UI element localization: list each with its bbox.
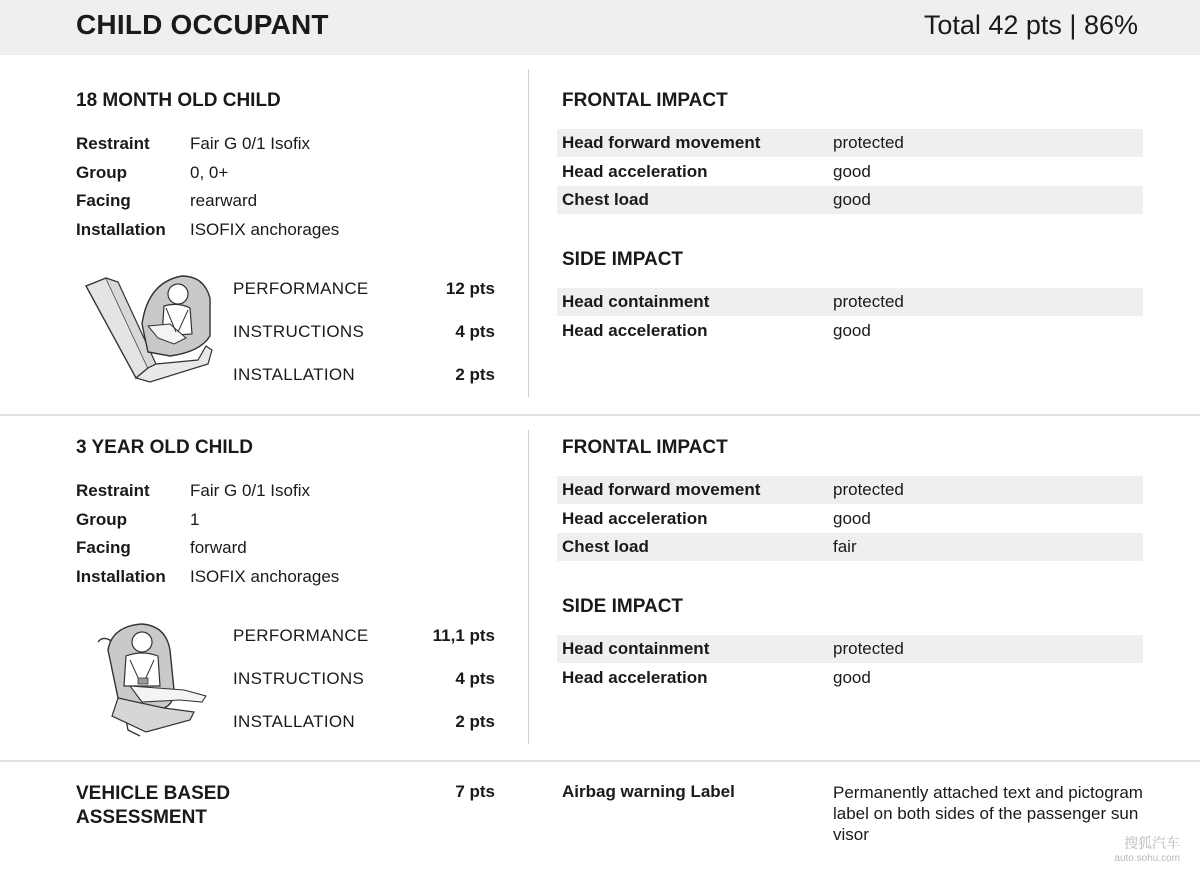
rearward-child-seat-icon	[78, 272, 218, 386]
child1-group-label: Group	[76, 163, 127, 182]
table-row	[557, 288, 1143, 316]
child1-installation-pts: 2 pts	[455, 365, 495, 384]
child1-restraint-label: Restraint	[76, 134, 150, 153]
impact-label: Head containment	[562, 292, 710, 311]
child2-installation-value: ISOFIX anchorages	[190, 567, 340, 586]
child2-facing-value: forward	[190, 538, 247, 557]
child1-side-title: SIDE IMPACT	[562, 249, 684, 270]
child1-restraint-value: Fair G 0/1 Isofix	[190, 134, 310, 153]
child2-group-label: Group	[76, 510, 127, 529]
table-row	[557, 158, 1143, 186]
watermark-main: 搜狐汽车	[1124, 836, 1180, 852]
child2-facing-label: Facing	[76, 538, 131, 557]
impact-value: protected	[833, 292, 904, 311]
impact-value: good	[833, 162, 871, 181]
impact-label: Head acceleration	[562, 509, 708, 528]
impact-value: good	[833, 190, 871, 209]
child2-instructions-label: INSTRUCTIONS	[233, 669, 365, 688]
impact-value: good	[833, 321, 871, 340]
impact-label: Head acceleration	[562, 321, 708, 340]
child2-instructions-pts: 4 pts	[455, 669, 495, 688]
child2-frontal-title: FRONTAL IMPACT	[562, 437, 728, 458]
impact-value: protected	[833, 480, 904, 499]
watermark-sub: auto.sohu.com	[1114, 853, 1180, 864]
impact-label: Head forward movement	[562, 480, 761, 499]
header-bar	[0, 0, 1200, 55]
table-row	[557, 533, 1143, 561]
child2-performance-label: PERFORMANCE	[233, 626, 369, 645]
child1-installation-label: Installation	[76, 220, 166, 239]
section-divider	[0, 760, 1200, 762]
impact-value: good	[833, 668, 871, 687]
impact-value: fair	[833, 537, 857, 556]
table-row	[557, 317, 1143, 345]
vehicle-assessment-pts: 7 pts	[455, 782, 495, 801]
child1-frontal-title: FRONTAL IMPACT	[562, 90, 728, 111]
child1-instructions-pts: 4 pts	[455, 322, 495, 341]
impact-label: Chest load	[562, 537, 649, 556]
column-divider	[528, 430, 529, 744]
child1-instructions-label: INSTRUCTIONS	[233, 322, 365, 341]
column-divider	[528, 69, 529, 397]
child1-installation-value: ISOFIX anchorages	[190, 220, 340, 239]
airbag-warning-label: Airbag warning Label	[562, 782, 735, 801]
child2-side-title: SIDE IMPACT	[562, 596, 684, 617]
vehicle-assessment-title-line1: VEHICLE BASED	[76, 783, 231, 804]
impact-label: Head containment	[562, 639, 710, 658]
child1-installation-score-label: INSTALLATION	[233, 365, 355, 384]
child1-performance-label: PERFORMANCE	[233, 279, 369, 298]
impact-label: Head acceleration	[562, 162, 708, 181]
section-divider	[0, 414, 1200, 416]
impact-label: Head acceleration	[562, 668, 708, 687]
watermark	[1114, 833, 1180, 864]
child2-performance-pts: 11,1 pts	[432, 626, 495, 645]
impact-value: protected	[833, 639, 904, 658]
total-score: Total 42 pts | 86%	[923, 10, 1138, 40]
child2-restraint-value: Fair G 0/1 Isofix	[190, 481, 310, 500]
child1-group-value: 0, 0+	[190, 163, 229, 182]
impact-value: good	[833, 509, 871, 528]
vehicle-assessment-title	[76, 782, 230, 830]
child1-facing-label: Facing	[76, 191, 131, 210]
child2-restraint-label: Restraint	[76, 481, 150, 500]
child1-facing-value: rearward	[190, 191, 258, 210]
airbag-warning-description: Permanently attached text and pictogram label on both sides of the passenger sun visor	[833, 783, 1143, 844]
child2-installation-score-label: INSTALLATION	[233, 712, 355, 731]
table-row	[557, 505, 1143, 533]
impact-value: protected	[833, 133, 904, 152]
vehicle-assessment-title-line2: ASSESSMENT	[76, 807, 207, 828]
table-row	[557, 476, 1143, 504]
child2-installation-pts: 2 pts	[455, 712, 495, 731]
child2-group-value: 1	[190, 510, 200, 529]
forward-child-seat-icon	[94, 620, 214, 740]
child1-performance-pts: 12 pts	[445, 279, 495, 298]
table-row	[557, 635, 1143, 663]
child1-title: 18 MONTH OLD CHILD	[76, 90, 281, 111]
child2-title: 3 YEAR OLD CHILD	[76, 437, 254, 458]
table-row	[557, 129, 1143, 157]
page-title: CHILD OCCUPANT	[76, 9, 329, 40]
table-row	[557, 664, 1143, 692]
impact-label: Head forward movement	[562, 133, 761, 152]
child2-installation-label: Installation	[76, 567, 166, 586]
table-row	[557, 186, 1143, 214]
impact-label: Chest load	[562, 190, 649, 209]
